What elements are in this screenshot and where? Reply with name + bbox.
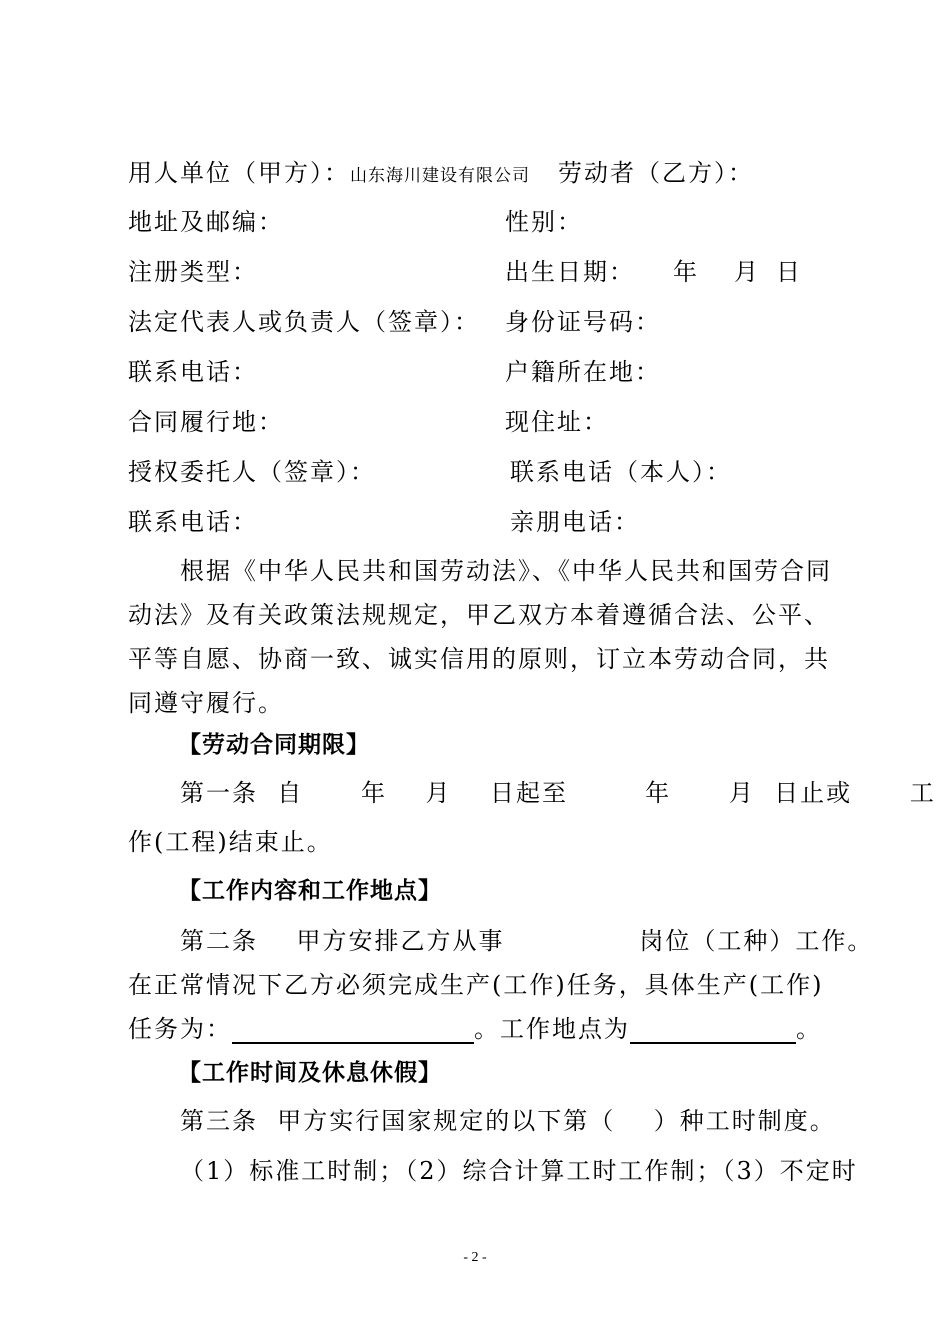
article-2-line-1: 第二条 甲方安排乙方从事 岗位（工种）工作。 (180, 927, 874, 955)
gender-label: 性别： (505, 208, 583, 236)
article-2-line-3 (128, 1014, 822, 1044)
self-phone-label: 联系电话（本人）： (510, 458, 732, 486)
phone-label-1: 联系电话： (128, 358, 258, 386)
employer-line (128, 158, 530, 191)
birth-month: 月 (734, 258, 760, 286)
preamble-line-3: 平等自愿、协商一致、诚实信用的原则，订立本劳动合同，共 (128, 645, 830, 673)
page-number: - 2 - (463, 1250, 487, 1265)
task-label: 任务为： (128, 1015, 232, 1043)
period-mark: 。 (796, 1015, 822, 1043)
phone-label-2: 联系电话： (128, 508, 258, 536)
preamble-line-4: 同遵守履行。 (128, 689, 284, 717)
worker-label: 劳动者（乙方）： (558, 159, 754, 187)
article-2-line-2: 在正常情况下乙方必须完成生产(工作)任务，具体生产(工作) (128, 971, 824, 999)
workplace-label: 。工作地点为 (474, 1015, 630, 1043)
legal-rep-label: 法定代表人或负责人（签章）： (128, 308, 480, 336)
reg-type-label: 注册类型： (128, 258, 258, 286)
article-1-line-2: 作(工程)结束止。 (128, 828, 333, 856)
article-1-line-1: 第一条 自 年 月 日起至 年 月 日止或 工 (180, 779, 936, 807)
id-label: 身份证号码： (505, 308, 661, 336)
work-heading: 【工作内容和工作地点】 (178, 878, 442, 904)
employer-name: 山东海川建设有限公司 (350, 166, 530, 186)
household-label: 户籍所在地： (505, 358, 661, 386)
task-blank (232, 1018, 474, 1044)
birth-label: 出生日期： (505, 258, 635, 286)
birth-day: 日 (776, 258, 802, 286)
term-heading: 【劳动合同期限】 (178, 732, 370, 758)
place-label: 合同履行地： (128, 408, 284, 436)
article-3-line-2: （1）标准工时制；（2）综合计算工时工作制；（3）不定时 (180, 1157, 858, 1185)
workplace-blank (630, 1018, 796, 1044)
preamble-line-1: 根据《中华人民共和国劳动法》、《中华人民共和国劳合同 (180, 557, 832, 585)
relative-phone-label: 亲朋电话： (510, 508, 640, 536)
preamble-line-2: 动法》及有关政策法规规定，甲乙双方本着遵循合法、公平、 (128, 601, 830, 629)
agent-label: 授权委托人（签章）： (128, 458, 376, 486)
hours-heading: 【工作时间及休息休假】 (178, 1060, 442, 1086)
birth-year: 年 (673, 258, 699, 286)
article-3-line-1: 第三条 甲方实行国家规定的以下第（ ）种工时制度。 (180, 1107, 836, 1135)
current-addr-label: 现住址： (505, 408, 609, 436)
employer-label: 用人单位（甲方）： (128, 159, 350, 187)
address-label: 地址及邮编： (128, 208, 284, 236)
